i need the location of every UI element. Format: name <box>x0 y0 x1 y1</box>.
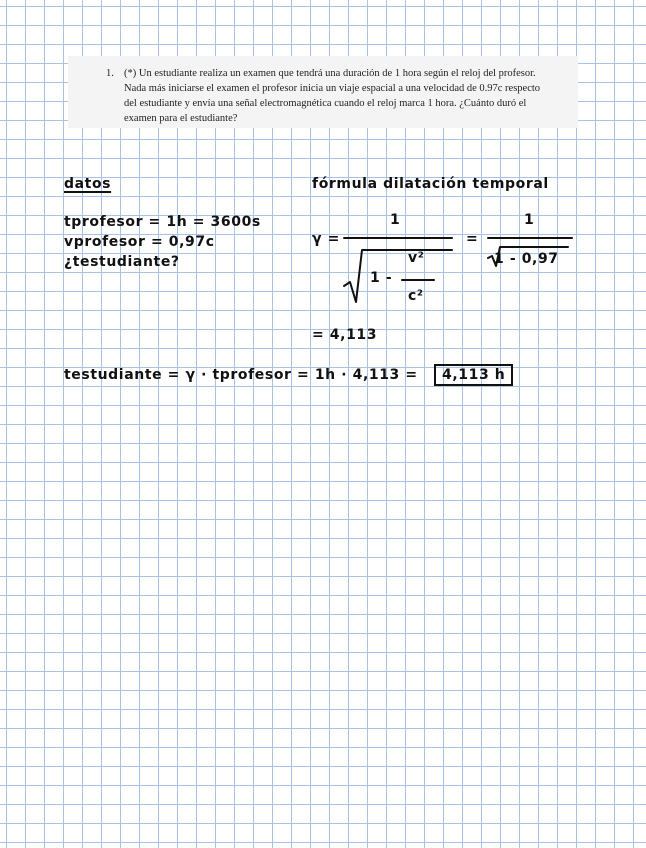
gamma-numerator-2: 1 <box>524 212 535 228</box>
gamma-numerator: 1 <box>390 212 401 228</box>
final-equation: testudiante = γ · tprofesor = 1h · 4,113 = <box>64 367 418 383</box>
sqrt-sign-main <box>344 250 452 302</box>
gamma-result: = 4,113 <box>312 327 378 343</box>
gamma-equals: = <box>466 231 479 247</box>
gamma-symbol: γ = <box>312 231 340 247</box>
problem-text: (*) Un estudiante realiza un examen que tendrá una duración de 1 hora según el reloj del profesor. Nada más iniciarse el examen el profesor inicia un viaje espacial a una velocidad de 0.97c respecto del estudiante y envía una señal electromagnética cuando el reloj marca 1 hora. ¿Cuánto duró el examen para el estudiante? <box>124 68 541 124</box>
gamma-root-simplified: 1 - 0,97 <box>494 251 559 267</box>
final-answer-box: 4,113 h <box>434 364 513 386</box>
problem-number: 1. <box>106 68 114 79</box>
gamma-inner-one: 1 - <box>370 270 393 286</box>
datos-line-testudiante: ¿testudiante? <box>64 254 180 270</box>
formula-heading: fórmula dilatación temporal <box>312 176 549 192</box>
gamma-v-squared: v² <box>408 250 425 266</box>
sqrt-sign-second <box>488 247 568 266</box>
datos-line-vprofesor: vprofesor = 0,97c <box>64 234 215 250</box>
datos-heading: datos <box>64 176 112 192</box>
datos-line-tprofesor: tprofesor = 1h = 3600s <box>64 214 261 230</box>
gamma-c-squared: c² <box>408 288 424 304</box>
